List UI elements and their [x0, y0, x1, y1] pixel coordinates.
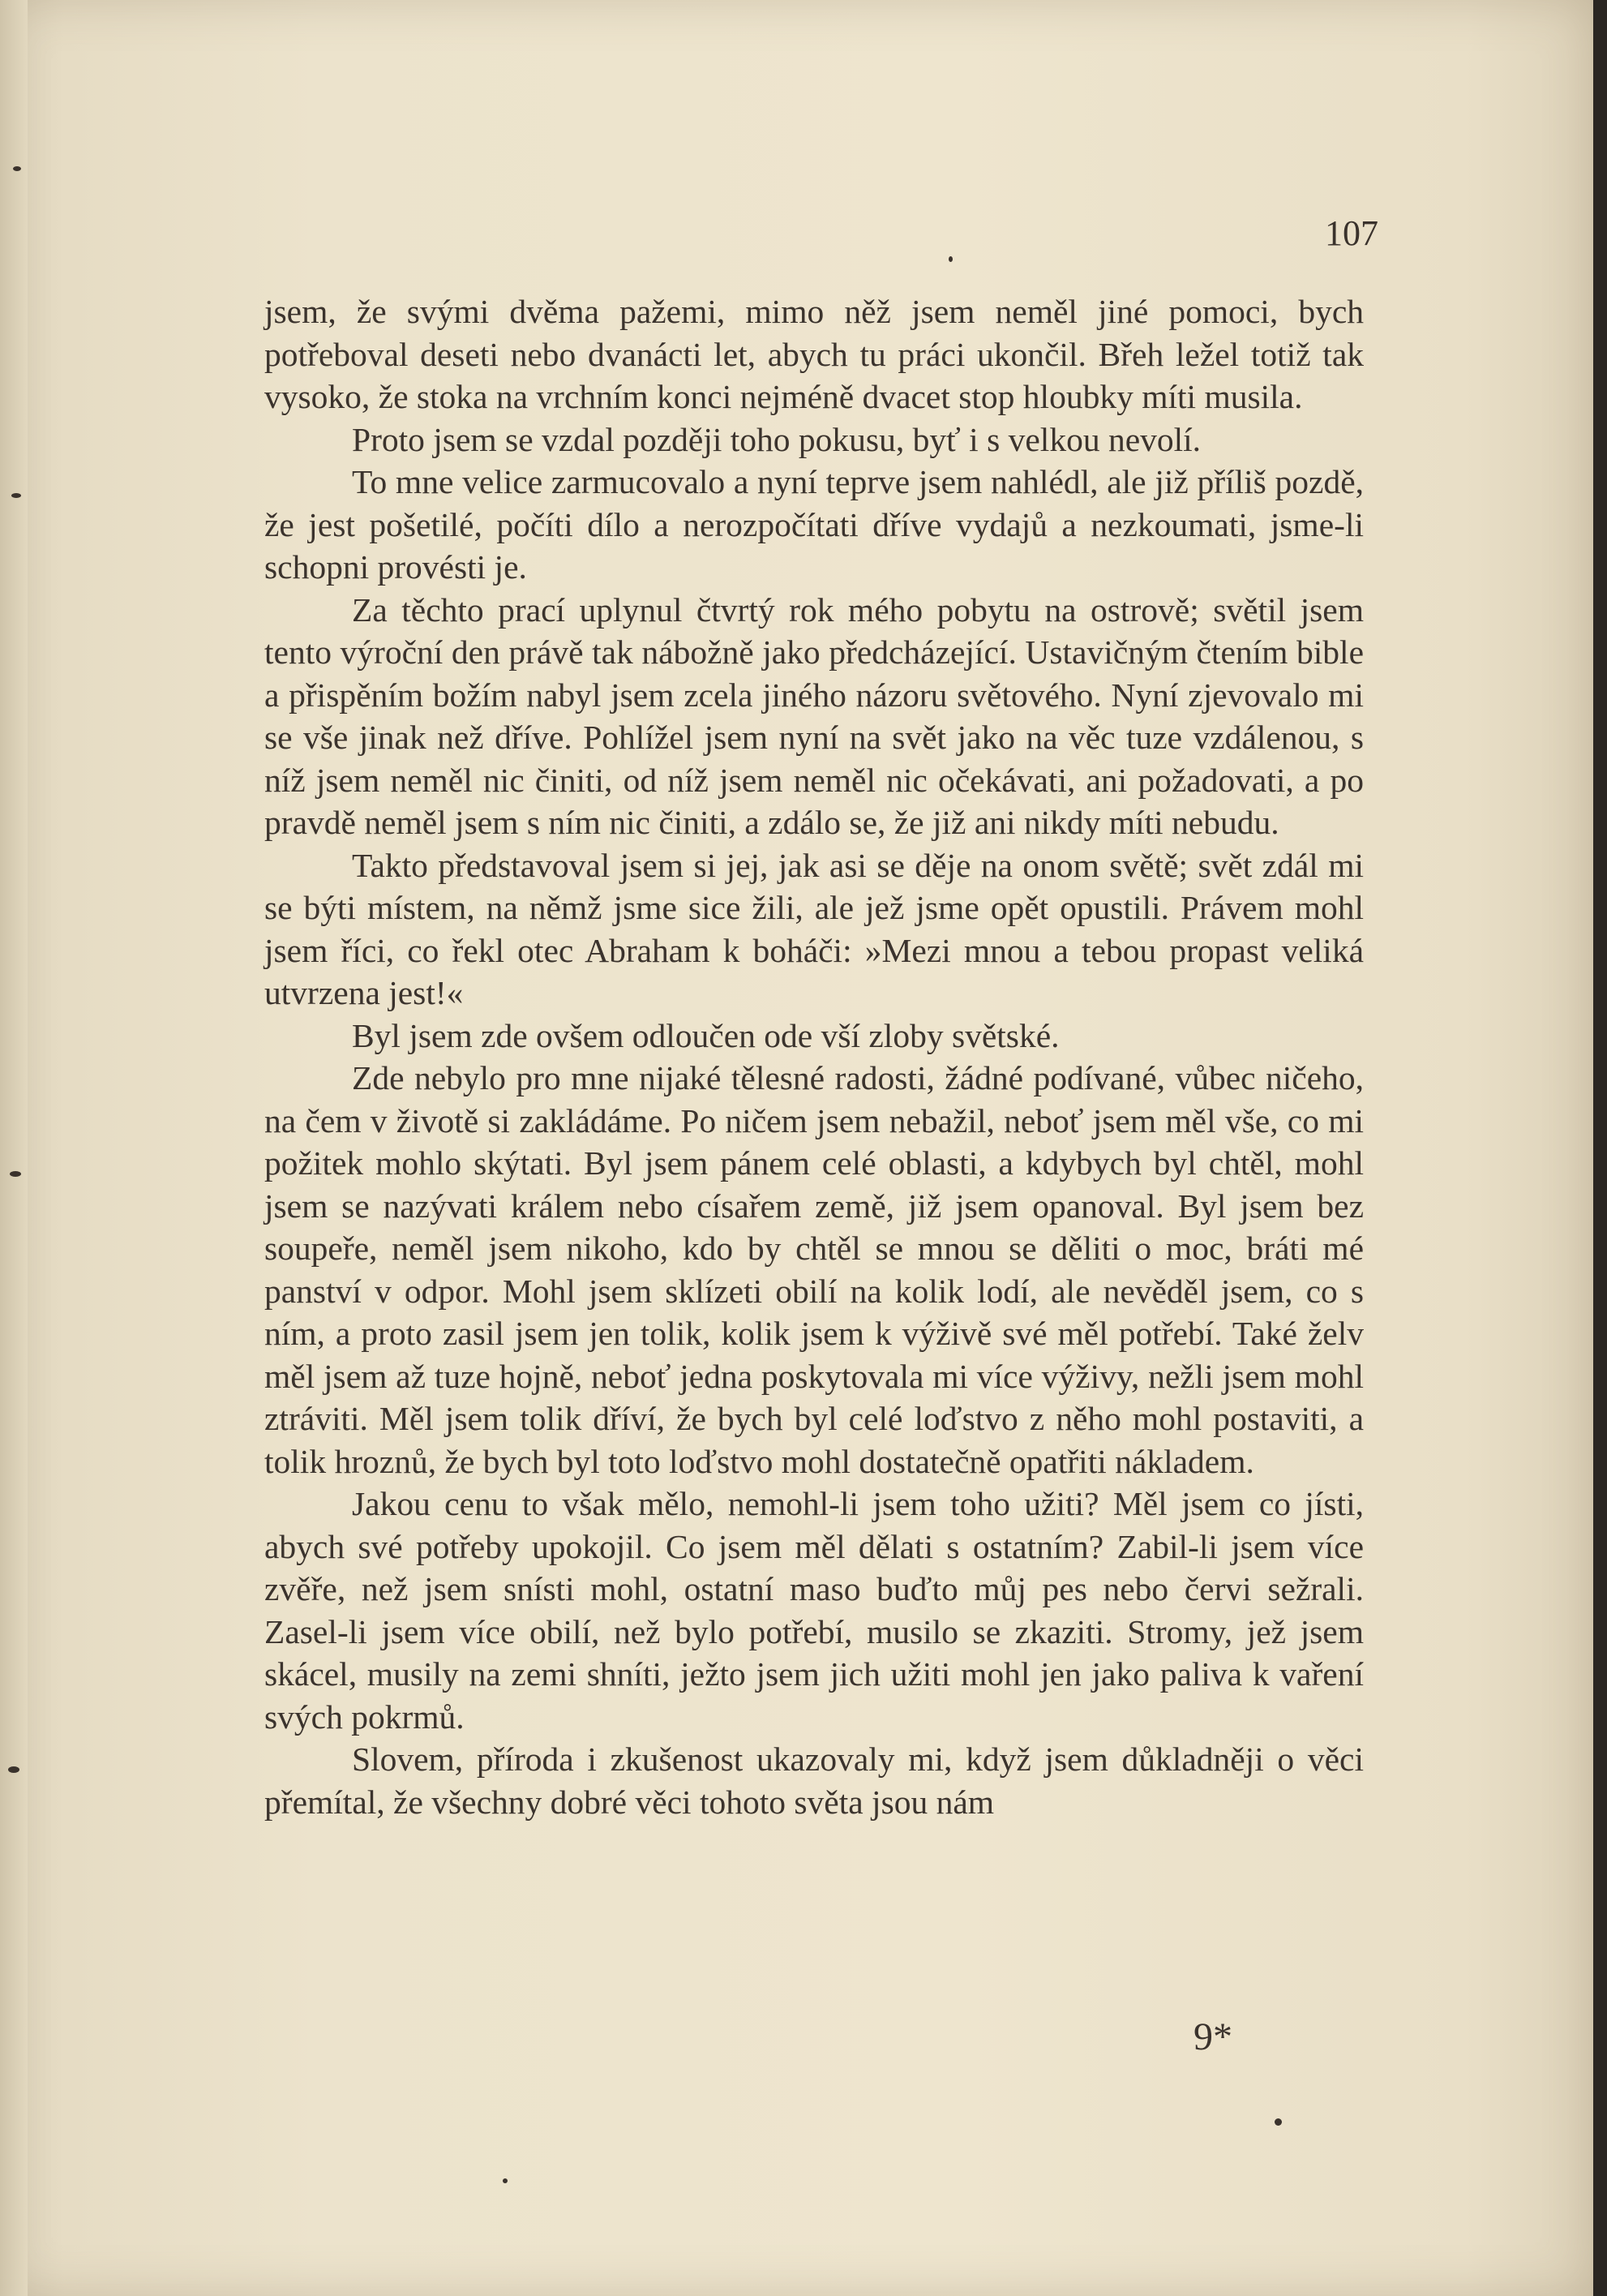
paragraph-1: jsem, že svými dvěma pažemi, mimo něž jsem neměl jiné pomoci, bych potřeboval deseti nebo dvanácti let, abych tu práci ukončil. Břeh ležel totiž tak vysoko, že stoka na vrchním konci nejméně dvacet stop hloubky míti musila.: [264, 293, 1364, 415]
paragraph-8: Jakou cenu to však mělo, nemohl-li jsem toho užiti? Měl jsem co jísti, abych své potřeby upokojil. Co jsem měl dělati s ostatním? Zabil-li jsem více zvěře, než jsem snísti mohl, ostatní maso buďto můj pes nebo červi sežrali. Zasel-li jsem více obilí, než bylo potřebí, musilo se zkaziti. Stromy, jež jsem skácel, musily na zemi shníti, ježto jsem jich užiti mohl jen jako paliva k vaření svých pokrmů.: [264, 1485, 1364, 1736]
ink-speck: [503, 2178, 508, 2183]
paragraph-2: Proto jsem se vzdal později toho pokusu, byť i s velkou nevolí.: [352, 420, 1202, 458]
ink-speck: [8, 1766, 19, 1773]
page-binding-edge: [0, 0, 28, 2296]
page-number: 107: [1325, 213, 1378, 253]
ink-speck: [1275, 2118, 1282, 2126]
ink-speck: [949, 256, 953, 262]
paragraph-9: Slovem, příroda i zkušenost ukazovaly mi, když jsem důkladněji o věci přemítal, že všechny dobré věci tohoto světa jsou nám: [264, 1740, 1364, 1821]
paragraph-3: To mne velice zarmucovalo a nyní teprve jsem nahlédl, ale již příliš pozdě, že jest pošetilé, počíti dílo a nerozpočítati dříve vydajů a nezkoumati, jsme-li schopni provésti je.: [264, 463, 1364, 586]
paragraph-4: Za těchto prací uplynul čtvrtý rok mého pobytu na ostrově; světil jsem tento výroční den právě tak nábožně jako předcházející. Ustavičným čtením bible a přispěním božím nabyl jsem zcela jiného názoru světového. Nyní zjevovalo mi se vše jinak než dříve. Pohlížel jsem nyní na svět jako na věc tuze vzdálenou, s níž jsem neměl nic činiti, od níž jsem neměl nic očekávati, ani požadovati, a po pravdě neměl jsem s ním nic činiti, a zdálo se, že již ani nikdy míti nebudu.: [264, 590, 1364, 841]
paragraph-5: Takto představoval jsem si jej, jak asi se děje na onom světě; svět zdál mi se býti místem, na němž jsme sice žili, ale jež jsme opět opustili. Právem mohl jsem říci, co řekl otec Abraham k boháči: »Mezi mnou a tebou propast veliká utvrzena jest!«: [264, 846, 1364, 1011]
paragraph-7: Zde nebylo pro mne nijaké tělesné radosti, žádné podívané, vůbec ničeho, na čem v životě si zakládáme. Po ničem jsem nebažil, neboť jsem měl vše, co mi požitek mohlo skýtati. Byl jsem pánem celé oblasti, a kdybych byl chtěl, mohl jsem se nazývati králem nebo císařem země, již jsem opanoval. Byl jsem bez soupeře, neměl jsem nikoho, kdo by chtěl se mnou se děliti o moc, bráti mé panství v odpor. Mohl jsem sklízeti obilí na kolik lodí, ale nevěděl jsem, co s ním, a proto zasil jsem jen tolik, kolik jsem k výživě své měl potřebí. Také želv měl jsem až tuze hojně, neboť jedna poskytovala mi více výživy, nežli jsem mohl ztráviti. Měl jsem tolik dříví, že bych byl celé loďstvo z něho mohl postaviti, a tolik hroznů, že bych byl toto loďstvo mohl dostatečně opatřiti nákladem.: [264, 1059, 1364, 1480]
paragraph-6: Byl jsem zde ovšem odloučen ode vší zloby světské.: [352, 1016, 1060, 1054]
signature-mark: 9*: [1193, 2015, 1232, 2058]
page-body-text: [264, 290, 1364, 1823]
ink-speck: [13, 166, 21, 171]
ink-speck: [11, 493, 21, 498]
ink-speck: [10, 1171, 21, 1177]
